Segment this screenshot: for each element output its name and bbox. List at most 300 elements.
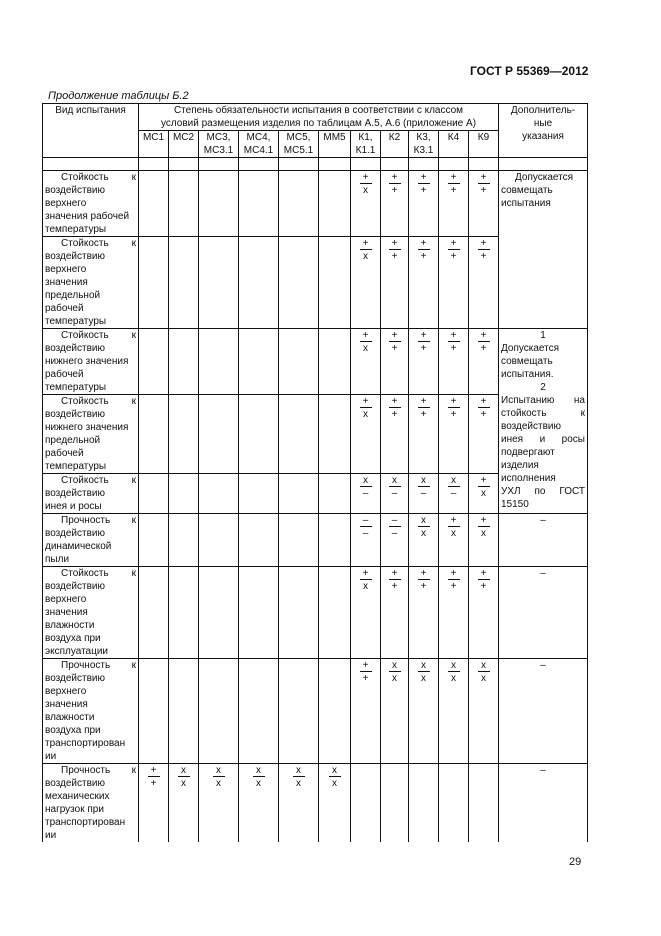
test-name-line: рабочей xyxy=(45,369,84,380)
requirement-cell xyxy=(319,329,351,395)
requirement-fraction xyxy=(478,329,490,355)
requirement-cell xyxy=(351,329,381,395)
test-name-line: верхнего xyxy=(45,686,87,697)
test-name-line: пыли xyxy=(45,554,70,565)
requirement-cell xyxy=(199,474,239,514)
requirement-fraction xyxy=(448,659,460,685)
notes-cell xyxy=(499,329,588,514)
requirement-numerator: + xyxy=(448,171,460,184)
requirement-fraction xyxy=(148,764,160,790)
requirement-denominator: – xyxy=(391,528,398,539)
requirement-fraction xyxy=(329,764,341,790)
requirement-cell xyxy=(381,764,409,843)
requirement-cell xyxy=(239,395,279,474)
requirement-cell xyxy=(169,395,199,474)
requirement-denominator: + xyxy=(420,343,427,354)
test-name-line: воздуха при xyxy=(45,725,101,736)
requirement-denominator: х xyxy=(363,581,368,592)
test-name-line: Стойкость к xyxy=(61,172,136,183)
requirement-cell xyxy=(169,567,199,659)
requirement-denominator: х xyxy=(363,343,368,354)
requirement-denominator: х xyxy=(451,673,456,684)
class-header-label: К4 xyxy=(447,132,460,143)
class-header-label: К1, xyxy=(358,132,373,143)
notes-line: испытания xyxy=(501,198,551,209)
requirement-fraction xyxy=(448,171,460,197)
requirement-cell xyxy=(409,474,439,514)
requirement-numerator: х xyxy=(293,764,305,777)
test-name-line: значения xyxy=(45,277,88,288)
requirement-cell xyxy=(469,474,499,514)
table-row xyxy=(43,659,588,764)
test-name-line: воздействию xyxy=(45,185,105,196)
requirement-numerator: – xyxy=(360,514,372,527)
requirement-fraction xyxy=(448,395,460,421)
requirement-fraction xyxy=(389,659,401,685)
class-header-label: МС5, xyxy=(286,132,311,143)
requirement-denominator: + xyxy=(450,409,457,420)
requirement-fraction xyxy=(478,171,490,197)
notes-line: испытания. xyxy=(501,369,554,380)
requirement-cell xyxy=(381,329,409,395)
requirement-fraction xyxy=(418,514,430,540)
requirement-fraction xyxy=(418,329,430,355)
requirement-denominator: х xyxy=(481,673,486,684)
requirement-cell xyxy=(319,171,351,237)
header-notes xyxy=(499,104,588,158)
requirement-cell xyxy=(279,567,319,659)
class-header-label: МС4, xyxy=(246,132,271,143)
requirement-denominator: х xyxy=(363,185,368,196)
requirement-denominator: х xyxy=(363,251,368,262)
requirement-denominator: + xyxy=(150,778,157,789)
requirement-cell xyxy=(409,329,439,395)
notes-line: Допускается xyxy=(515,172,574,183)
requirement-cell xyxy=(279,171,319,237)
requirement-cell xyxy=(439,395,469,474)
requirement-numerator: х xyxy=(418,514,430,527)
requirement-cell xyxy=(439,329,469,395)
header-test-type: Вид испытания xyxy=(43,104,139,158)
requirement-cell xyxy=(279,474,319,514)
requirement-denominator: + xyxy=(480,185,487,196)
requirement-numerator: х xyxy=(360,474,372,487)
requirement-fraction xyxy=(360,329,372,355)
requirement-denominator: – xyxy=(420,488,427,499)
table-row xyxy=(43,764,588,843)
test-name-line: воздействию xyxy=(45,251,105,262)
test-name-line: температуры xyxy=(45,461,107,472)
requirement-fraction xyxy=(418,659,430,685)
test-name-line: нижнего значения xyxy=(45,422,129,433)
notes-line: УХЛ по ГОСТ xyxy=(501,486,585,497)
notes-cell xyxy=(499,764,588,843)
notes-line: воздействию xyxy=(501,421,561,432)
requirement-denominator: х xyxy=(256,778,261,789)
requirement-fraction xyxy=(478,237,490,263)
requirement-denominator: + xyxy=(391,581,398,592)
requirement-cell xyxy=(381,395,409,474)
requirement-cell xyxy=(469,171,499,237)
requirement-fraction xyxy=(418,237,430,263)
requirement-numerator: х xyxy=(448,659,460,672)
requirement-cell xyxy=(279,514,319,567)
requirement-numerator: + xyxy=(418,567,430,580)
test-name-line: верхнего xyxy=(45,264,87,275)
requirement-cell xyxy=(439,474,469,514)
requirement-cell xyxy=(409,567,439,659)
requirement-cell xyxy=(381,171,409,237)
requirement-cell xyxy=(169,329,199,395)
requirement-cell xyxy=(239,567,279,659)
requirement-cell xyxy=(469,395,499,474)
requirement-fraction xyxy=(418,171,430,197)
test-name-line: ии xyxy=(45,830,57,841)
notes-line: – xyxy=(540,568,546,579)
requirement-numerator: + xyxy=(478,474,490,487)
requirement-cell xyxy=(199,237,239,329)
requirement-denominator: + xyxy=(391,185,398,196)
test-name-cell xyxy=(43,474,139,514)
notes-line: – xyxy=(540,765,546,776)
test-name-line: Стойкость к xyxy=(61,330,136,341)
requirement-fraction xyxy=(478,514,490,540)
notes-line: исполнения xyxy=(501,473,556,484)
requirement-numerator: + xyxy=(418,171,430,184)
requirement-denominator: х xyxy=(216,778,221,789)
test-name-line: Стойкость к xyxy=(61,238,136,249)
notes-cell xyxy=(499,567,588,659)
class-header-label: МС3, xyxy=(206,132,231,143)
notes-line: изделия xyxy=(501,460,539,471)
requirement-cell xyxy=(139,395,169,474)
requirement-numerator: + xyxy=(448,395,460,408)
requirement-fraction xyxy=(389,567,401,593)
test-name-line: верхнего xyxy=(45,594,87,605)
requirement-denominator: + xyxy=(420,409,427,420)
requirement-numerator: х xyxy=(389,474,401,487)
requirement-denominator: х xyxy=(363,409,368,420)
test-name-line: воздействию xyxy=(45,581,105,592)
test-name-line: Стойкость к xyxy=(61,475,136,486)
requirement-denominator: х xyxy=(332,778,337,789)
test-name-line: температуры xyxy=(45,224,107,235)
requirement-fraction xyxy=(253,764,265,790)
requirement-cell xyxy=(279,659,319,764)
requirement-cell xyxy=(169,659,199,764)
requirement-numerator: – xyxy=(389,514,401,527)
requirement-cell xyxy=(169,764,199,843)
class-header-label: МС2 xyxy=(172,132,195,143)
requirement-numerator: х xyxy=(329,764,341,777)
requirement-numerator: + xyxy=(360,567,372,580)
requirement-numerator: + xyxy=(360,171,372,184)
requirement-denominator: – xyxy=(450,488,457,499)
requirement-cell xyxy=(169,474,199,514)
requirement-cell xyxy=(439,237,469,329)
requirement-cell xyxy=(381,514,409,567)
requirement-cell xyxy=(439,567,469,659)
requirement-cell xyxy=(239,474,279,514)
notes-cell xyxy=(499,171,588,329)
test-name-line: значения xyxy=(45,607,88,618)
requirement-fraction xyxy=(389,237,401,263)
test-name-line: транспортирован xyxy=(45,738,126,749)
test-name-line: значения рабочей xyxy=(45,211,130,222)
requirement-denominator: – xyxy=(362,488,369,499)
requirement-cell xyxy=(319,514,351,567)
requirement-fraction xyxy=(448,514,460,540)
notes-line: Испытанию на xyxy=(501,395,585,406)
requirement-cell xyxy=(351,395,381,474)
requirement-cell xyxy=(139,329,169,395)
requirement-cell xyxy=(319,474,351,514)
requirement-cell xyxy=(469,514,499,567)
requirement-cell xyxy=(381,474,409,514)
class-header-label: К2 xyxy=(388,132,401,143)
requirement-denominator: + xyxy=(450,185,457,196)
header-notes-line: ные xyxy=(533,118,553,129)
requirement-numerator: + xyxy=(418,237,430,250)
requirement-cell xyxy=(169,514,199,567)
requirement-numerator: + xyxy=(478,567,490,580)
requirement-fraction xyxy=(418,474,430,500)
requirement-cell xyxy=(279,329,319,395)
requirement-cell xyxy=(239,659,279,764)
notes-cell xyxy=(499,659,588,764)
class-header-label: ММ5 xyxy=(323,132,346,143)
document-number: ГОСТ Р 55369—2012 xyxy=(470,64,589,78)
test-name-line: воздействию xyxy=(45,778,105,789)
table-row xyxy=(43,567,588,659)
requirement-fraction xyxy=(478,567,490,593)
test-name-cell xyxy=(43,237,139,329)
requirement-denominator: + xyxy=(420,251,427,262)
test-name-line: воздействию xyxy=(45,673,105,684)
requirement-cell xyxy=(351,659,381,764)
requirement-cell xyxy=(351,567,381,659)
requirement-cell xyxy=(199,514,239,567)
requirement-cell xyxy=(469,329,499,395)
requirement-denominator: + xyxy=(391,343,398,354)
test-name-cell xyxy=(43,514,139,567)
requirement-numerator: + xyxy=(389,329,401,342)
notes-line: подвергают xyxy=(501,447,555,458)
test-name-line: влажности xyxy=(45,712,95,723)
requirement-cell xyxy=(409,171,439,237)
class-header-cell xyxy=(351,131,381,158)
requirement-fraction xyxy=(360,567,372,593)
table-row xyxy=(43,514,588,567)
class-header-cell xyxy=(169,131,199,158)
requirement-fraction xyxy=(478,395,490,421)
requirement-fraction xyxy=(448,474,460,500)
test-name-line: значения xyxy=(45,699,88,710)
test-name-line: Прочность к xyxy=(61,765,136,776)
header-notes-line: Дополнитель- xyxy=(510,105,576,116)
requirement-denominator: – xyxy=(362,528,369,539)
requirement-cell xyxy=(239,514,279,567)
requirement-denominator: х xyxy=(392,673,397,684)
class-header-cell xyxy=(381,131,409,158)
requirement-denominator: х xyxy=(481,528,486,539)
requirement-cell xyxy=(351,764,381,843)
requirement-cell xyxy=(199,329,239,395)
requirement-fraction xyxy=(360,171,372,197)
requirement-denominator: + xyxy=(480,343,487,354)
requirement-denominator: + xyxy=(450,251,457,262)
requirement-numerator: + xyxy=(360,329,372,342)
requirement-cell xyxy=(139,514,169,567)
requirement-fraction xyxy=(389,395,401,421)
requirement-cell xyxy=(169,171,199,237)
header-notes-line: указания xyxy=(522,131,564,142)
class-header-label: МС5.1 xyxy=(283,145,314,156)
test-name-line: транспортирован xyxy=(45,817,126,828)
test-name-line: Стойкость к xyxy=(61,396,136,407)
requirement-cell xyxy=(139,764,169,843)
test-name-line: предельной xyxy=(45,290,101,301)
requirement-cell xyxy=(351,237,381,329)
requirement-cell xyxy=(381,237,409,329)
requirement-numerator: х xyxy=(418,474,430,487)
requirement-denominator: х xyxy=(296,778,301,789)
requirement-numerator: х xyxy=(448,474,460,487)
requirement-cell xyxy=(469,764,499,843)
requirement-denominator: + xyxy=(391,409,398,420)
requirement-numerator: + xyxy=(418,395,430,408)
requirement-numerator: + xyxy=(418,329,430,342)
requirement-denominator: + xyxy=(362,673,369,684)
notes-line: Допускается xyxy=(501,343,560,354)
requirement-fraction xyxy=(293,764,305,790)
class-header-cell xyxy=(199,131,239,158)
table-continuation-caption: Продолжение таблицы Б.2 xyxy=(48,90,189,102)
requirement-fraction xyxy=(389,514,401,540)
requirement-denominator: + xyxy=(420,581,427,592)
test-name-line: механических xyxy=(45,791,110,802)
test-name-line: температуры xyxy=(45,382,107,393)
requirement-numerator: + xyxy=(389,237,401,250)
requirement-fraction xyxy=(360,237,372,263)
requirement-denominator: х xyxy=(421,673,426,684)
requirement-fraction xyxy=(389,329,401,355)
requirement-numerator: + xyxy=(360,237,372,250)
requirement-fraction xyxy=(448,567,460,593)
requirement-numerator: + xyxy=(478,171,490,184)
test-name-line: верхнего xyxy=(45,198,87,209)
test-name-line: воздействию xyxy=(45,488,105,499)
requirement-fraction xyxy=(389,171,401,197)
requirement-numerator: + xyxy=(389,395,401,408)
table-row xyxy=(43,171,588,237)
requirement-fraction xyxy=(213,764,225,790)
requirement-fraction xyxy=(418,567,430,593)
requirement-cell xyxy=(439,171,469,237)
requirement-cell xyxy=(239,764,279,843)
test-name-line: рабочей xyxy=(45,448,84,459)
requirement-fraction xyxy=(478,474,490,500)
class-header-cell xyxy=(319,131,351,158)
test-requirements-table xyxy=(42,103,588,842)
test-name-line: влажности xyxy=(45,620,95,631)
class-header-label: К1.1 xyxy=(355,145,376,156)
requirement-cell xyxy=(169,237,199,329)
requirement-fraction xyxy=(418,395,430,421)
class-header-label: К3.1 xyxy=(413,145,434,156)
requirement-cell xyxy=(279,764,319,843)
requirement-numerator: + xyxy=(448,329,460,342)
requirement-numerator: + xyxy=(360,659,372,672)
requirement-cell xyxy=(469,659,499,764)
requirement-numerator: + xyxy=(360,395,372,408)
test-name-line: Стойкость к xyxy=(61,568,136,579)
requirement-denominator: + xyxy=(480,409,487,420)
class-header-cell xyxy=(139,131,169,158)
requirement-denominator: + xyxy=(450,581,457,592)
requirement-fraction xyxy=(360,474,372,500)
requirement-cell xyxy=(409,764,439,843)
notes-line: стойкость к xyxy=(501,408,585,419)
requirement-denominator: х xyxy=(421,528,426,539)
requirement-fraction xyxy=(360,395,372,421)
requirement-cell xyxy=(439,514,469,567)
class-header-cell xyxy=(409,131,439,158)
test-name-line: воздействию xyxy=(45,343,105,354)
notes-line: 15150 xyxy=(501,499,529,510)
test-name-line: Прочность к xyxy=(61,660,136,671)
requirement-numerator: х xyxy=(389,659,401,672)
notes-line: инея и росы xyxy=(501,434,585,445)
requirement-cell xyxy=(319,237,351,329)
requirement-numerator: + xyxy=(478,514,490,527)
test-name-line: динамической xyxy=(45,541,112,552)
test-name-cell xyxy=(43,567,139,659)
requirement-cell xyxy=(279,395,319,474)
requirement-cell xyxy=(199,171,239,237)
test-name-line: эксплуатации xyxy=(45,646,108,657)
requirement-numerator: + xyxy=(448,567,460,580)
header-class-group-line: условий размещения изделия по таблицам А.5, А.6 (приложение А) xyxy=(160,118,477,129)
requirement-numerator: + xyxy=(448,514,460,527)
requirement-cell xyxy=(139,237,169,329)
requirement-cell xyxy=(139,659,169,764)
requirement-cell xyxy=(351,474,381,514)
notes-line: – xyxy=(540,660,546,671)
class-header-cell xyxy=(439,131,469,158)
test-name-line: температуры xyxy=(45,316,107,327)
test-name-line: нагрузок при xyxy=(45,804,104,815)
class-header-cell xyxy=(239,131,279,158)
test-name-cell xyxy=(43,395,139,474)
requirement-denominator: + xyxy=(480,581,487,592)
requirement-denominator: х xyxy=(451,528,456,539)
requirement-cell xyxy=(199,567,239,659)
test-name-line: рабочей xyxy=(45,303,84,314)
requirement-numerator: + xyxy=(148,764,160,777)
class-header-label: К3, xyxy=(416,132,431,143)
test-name-line: нижнего значения xyxy=(45,356,129,367)
requirement-cell xyxy=(319,659,351,764)
test-name-cell xyxy=(43,329,139,395)
requirement-numerator: + xyxy=(389,567,401,580)
requirement-cell xyxy=(239,237,279,329)
requirement-cell xyxy=(199,764,239,843)
requirement-denominator: – xyxy=(391,488,398,499)
requirement-cell xyxy=(239,329,279,395)
requirement-cell xyxy=(139,171,169,237)
requirement-cell xyxy=(409,237,439,329)
